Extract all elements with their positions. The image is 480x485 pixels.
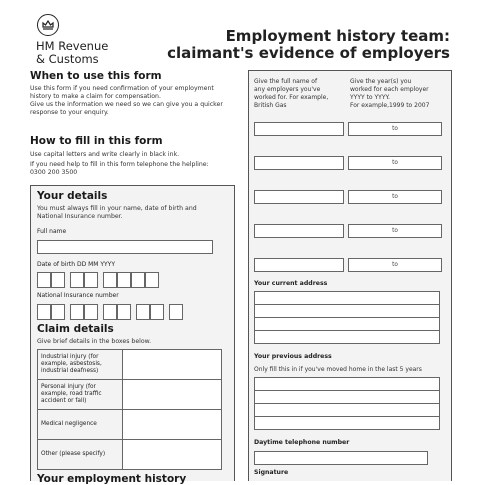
- when-line-2: history to make a claim for compensation.: [30, 93, 161, 100]
- details-intro: [37, 205, 197, 221]
- when-heading: When to use this form: [30, 70, 162, 82]
- title-line-1: Employment history team:: [225, 27, 450, 45]
- nino-box-3[interactable]: [70, 304, 84, 320]
- how-line-1: Use capital letters and write clearly in black ink.: [30, 151, 180, 158]
- how-heading: How to fill in this form: [30, 135, 163, 147]
- org-line-2: & Customs: [36, 52, 99, 66]
- to-label: to: [392, 194, 398, 200]
- years-instructions-line: Give the year(s) you: [350, 78, 412, 85]
- claim-type-line: example, asbestosis,: [41, 361, 102, 367]
- details-heading: Your details: [37, 190, 108, 202]
- employment-history-heading: Your employment history: [37, 473, 187, 485]
- nino-box-2[interactable]: [51, 304, 65, 320]
- dob-year-1[interactable]: [103, 272, 117, 288]
- how-text: [30, 151, 240, 177]
- address-line-field[interactable]: [254, 391, 440, 404]
- employer-instructions-line: Give the full name of: [254, 78, 318, 85]
- title-line-2: claimant's evidence of employers: [167, 44, 450, 62]
- dob-field[interactable]: [37, 272, 159, 292]
- claim-row: [38, 410, 222, 440]
- dob-day-1[interactable]: [37, 272, 51, 288]
- claim-details-field[interactable]: [123, 380, 222, 410]
- employer-name-field[interactable]: [254, 156, 344, 170]
- phone-label: Daytime telephone number: [254, 439, 350, 446]
- dob-year-2[interactable]: [117, 272, 131, 288]
- employer-instructions-line: any employers you've: [254, 86, 321, 93]
- claim-details-field[interactable]: [123, 350, 222, 380]
- years-instructions-line: worked for each employer: [350, 86, 429, 93]
- when-line-4: response to your enquiry.: [30, 109, 109, 116]
- claim-row: [38, 440, 222, 470]
- nino-box-8[interactable]: [150, 304, 164, 320]
- crest-icon: [37, 14, 59, 36]
- previous-address-label: Your previous address: [254, 353, 332, 360]
- nino-box-4[interactable]: [84, 304, 98, 320]
- organisation-name: [36, 40, 108, 66]
- claim-details-field[interactable]: [123, 440, 222, 470]
- when-line-1: Use this form if you need confirmation of your employment: [30, 85, 214, 92]
- claim-type-line: Personal injury (for: [41, 384, 96, 390]
- nino-box-7[interactable]: [136, 304, 150, 320]
- when-text: [30, 85, 240, 117]
- employment-years-field[interactable]: [348, 122, 442, 136]
- nino-field[interactable]: [37, 304, 183, 324]
- full-name-label: Full name: [37, 228, 67, 235]
- employer-name-field[interactable]: [254, 190, 344, 204]
- employer-name-field[interactable]: [254, 224, 344, 238]
- full-name-field[interactable]: [37, 240, 213, 254]
- employer-name-field[interactable]: [254, 258, 344, 272]
- address-line-field[interactable]: [254, 318, 440, 331]
- details-intro-line-2: National Insurance number.: [37, 213, 123, 220]
- employment-years-field[interactable]: [348, 156, 442, 170]
- claim-type-line: accident or fall): [41, 398, 87, 404]
- details-intro-line-1: You must always fill in your name, date of birth and: [37, 205, 197, 212]
- form-title: [167, 28, 450, 62]
- dob-year-4[interactable]: [145, 272, 159, 288]
- current-address-field[interactable]: [254, 291, 440, 344]
- claim-type-line: Medical negligence: [41, 421, 97, 427]
- dob-year-3[interactable]: [131, 272, 145, 288]
- address-line-field[interactable]: [254, 404, 440, 417]
- claim-type-line: example, road traffic: [41, 391, 102, 397]
- signature-label: Signature: [254, 469, 289, 476]
- to-label: to: [392, 160, 398, 166]
- employer-name-instructions: [254, 78, 344, 110]
- address-line-field[interactable]: [254, 417, 440, 430]
- nino-box-9[interactable]: [169, 304, 183, 320]
- how-line-3: 0300 200 3500: [30, 169, 78, 176]
- claims-heading: Claim details: [37, 323, 114, 335]
- nino-box-5[interactable]: [103, 304, 117, 320]
- dob-day-2[interactable]: [51, 272, 65, 288]
- how-line-2: If you need help to fill in this form telephone the helpline:: [30, 161, 209, 168]
- claim-type: [38, 350, 123, 380]
- nino-label: National Insurance number: [37, 292, 119, 299]
- dob-label: Date of birth DD MM YYYY: [37, 261, 116, 268]
- employer-name-field[interactable]: [254, 122, 344, 136]
- address-line-field[interactable]: [254, 377, 440, 391]
- when-line-3: Give us the information we need so we can give you a quicker: [30, 101, 223, 108]
- employment-years-field[interactable]: [348, 258, 442, 272]
- nino-box-1[interactable]: [37, 304, 51, 320]
- address-line-field[interactable]: [254, 331, 440, 344]
- address-line-field[interactable]: [254, 291, 440, 305]
- dob-month-2[interactable]: [84, 272, 98, 288]
- nino-box-6[interactable]: [117, 304, 131, 320]
- claims-table: [37, 349, 222, 470]
- claim-row: [38, 350, 222, 380]
- years-instructions-line: YYYY to YYYY.: [350, 94, 390, 101]
- employment-years-field[interactable]: [348, 224, 442, 238]
- current-address-label: Your current address: [254, 280, 328, 287]
- previous-address-note: Only fill this in if you've moved home in the last 5 years: [254, 366, 422, 373]
- employment-years-instructions: [350, 78, 446, 110]
- to-label: to: [392, 262, 398, 268]
- phone-field[interactable]: [254, 451, 428, 465]
- to-label: to: [392, 228, 398, 234]
- employer-instructions-line: worked for. For example,: [254, 94, 329, 101]
- claim-type: [38, 380, 123, 410]
- employment-years-field[interactable]: [348, 190, 442, 204]
- claim-type-line: industrial deafness): [41, 368, 99, 374]
- address-line-field[interactable]: [254, 305, 440, 318]
- claim-type: [38, 410, 123, 440]
- previous-address-field[interactable]: [254, 377, 440, 430]
- claim-row: [38, 380, 222, 410]
- claim-type-line: Industrial injury (for: [41, 354, 99, 360]
- years-instructions-line: For example,1999 to 2007: [350, 102, 430, 109]
- dob-month-1[interactable]: [70, 272, 84, 288]
- claims-intro: Give brief details in the boxes below.: [37, 338, 152, 345]
- org-line-1: HM Revenue: [36, 39, 109, 53]
- claim-details-field[interactable]: [123, 410, 222, 440]
- employer-instructions-line: British Gas: [254, 102, 287, 109]
- to-label: to: [392, 126, 398, 132]
- claim-type: [38, 440, 123, 470]
- claim-type-line: Other (please specify): [41, 451, 106, 457]
